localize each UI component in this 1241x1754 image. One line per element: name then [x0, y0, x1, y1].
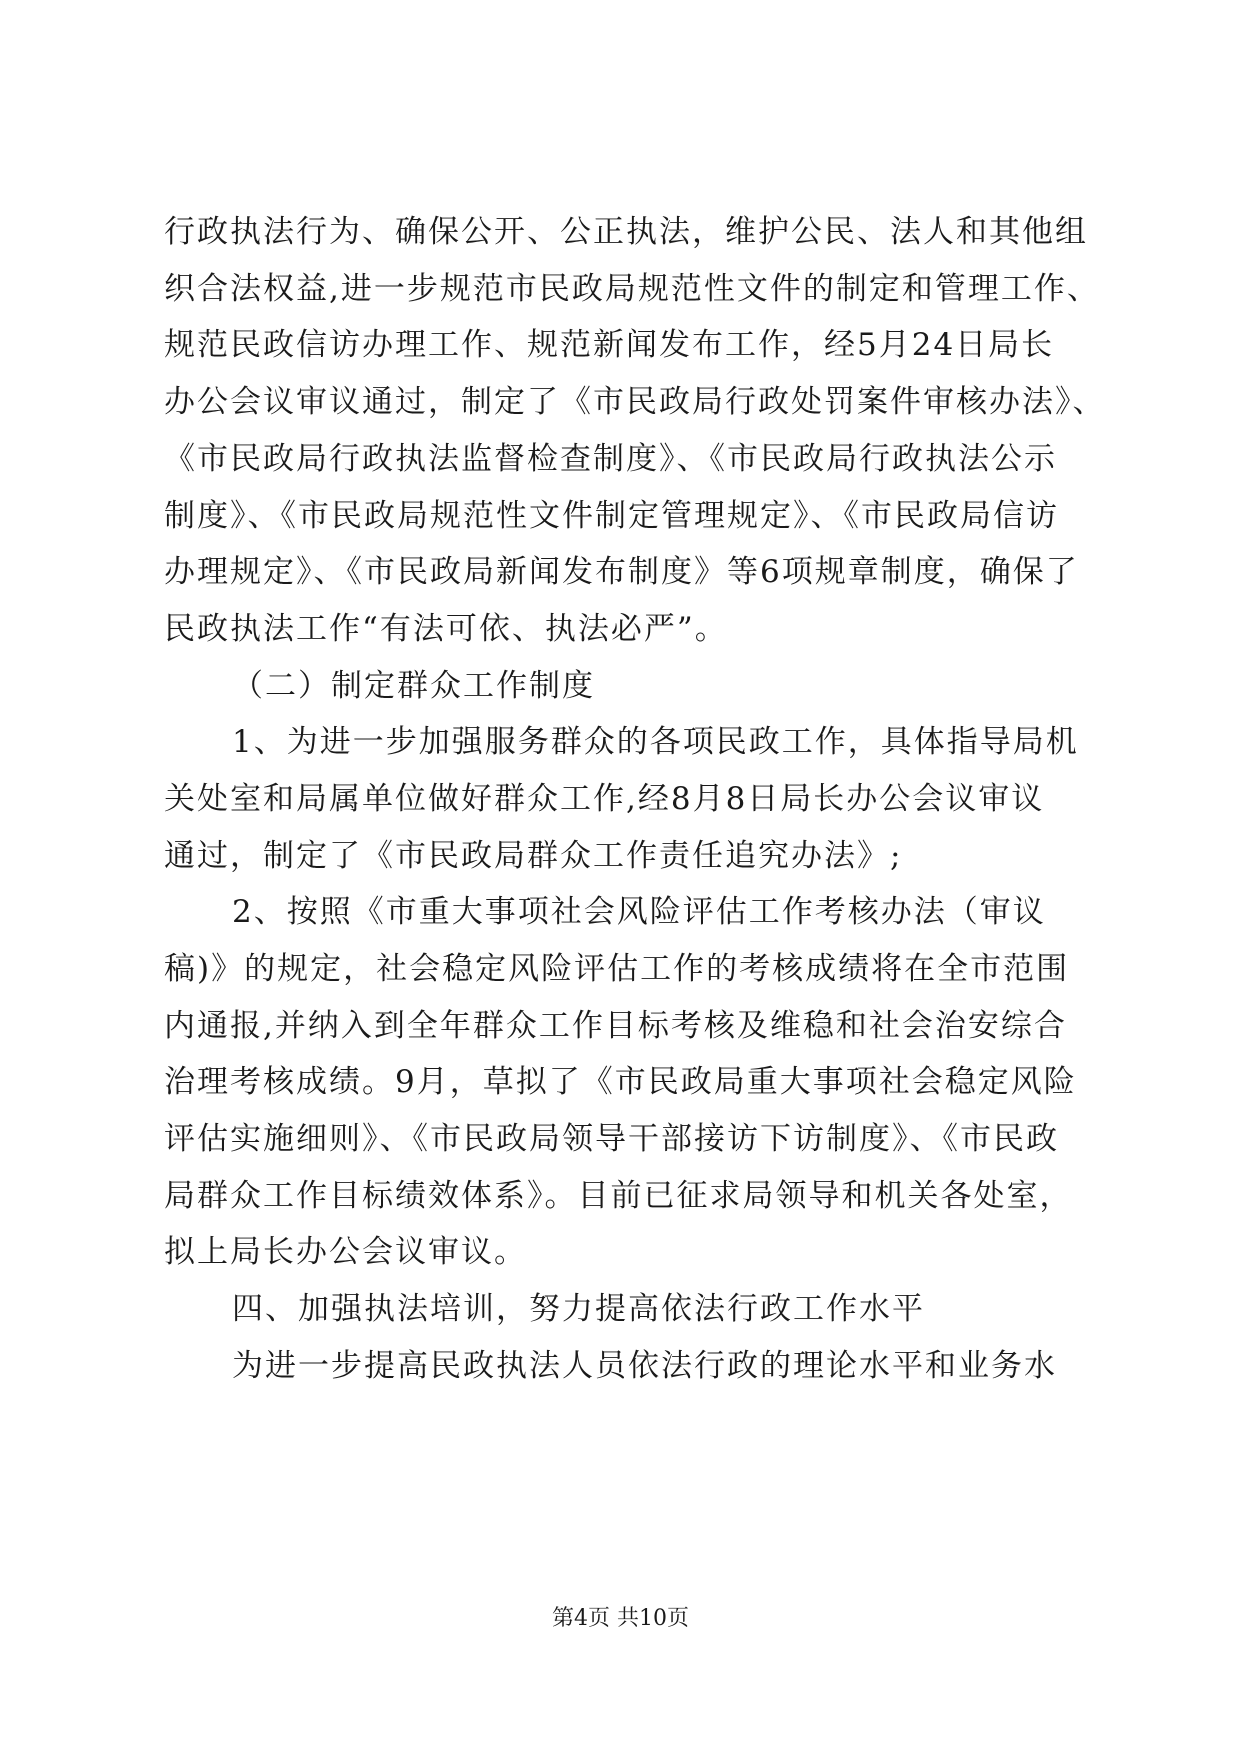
text-line: 局群众工作目标绩效体系》。目前已征求局领导和机关各处室，: [164, 1178, 1073, 1214]
text-line: 民政执法工作“有法可依、执法必严”。: [164, 611, 728, 647]
text-line: 办理规定》、《市民政局新闻发布制度》等6项规章制度，确保了: [164, 554, 1079, 590]
text-line: 评估实施细则》、《市民政局领导干部接访下访制度》、《市民政: [164, 1121, 1059, 1157]
text-line: 稿)》的规定，社会稳定风险评估工作的考核成绩将在全市范围: [164, 951, 1070, 987]
text-line: 织合法权益,进一步规范市民政局规范性文件的制定和管理工作、: [164, 271, 1100, 307]
text-line: 行政执法行为、确保公开、公正执法，维护公民、法人和其他组: [164, 214, 1088, 250]
text-line: 1、为进一步加强服务群众的各项民政工作，具体指导局机: [232, 724, 1079, 760]
text-line: 为进一步提高民政执法人员依法行政的理论水平和业务水: [232, 1348, 1057, 1384]
text-line: 关处室和局属单位做好群众工作,经8月8日局长办公会议审议: [164, 781, 1045, 817]
section-subheading: （二）制定群众工作制度: [232, 668, 595, 704]
text-line: 制度》、《市民政局规范性文件制定管理规定》、《市民政局信访: [164, 498, 1059, 534]
text-line: 规范民政信访办理工作、规范新闻发布工作，经5月24日局长: [164, 327, 1055, 363]
text-line: 2、按照《市重大事项社会风险评估工作考核办法（审议: [232, 894, 1046, 930]
text-line: 治理考核成绩。9月，草拟了《市民政局重大事项社会稳定风险: [164, 1064, 1077, 1100]
page-number-footer: 第4页 共10页: [552, 1606, 689, 1631]
text-line: 拟上局长办公会议审议。: [164, 1234, 527, 1270]
section-heading: 四、加强执法培训，努力提高依法行政工作水平: [232, 1291, 925, 1327]
text-line: 内通报,并纳入到全年群众工作目标考核及维稳和社会治安综合: [164, 1008, 1067, 1044]
text-line: 《市民政局行政执法监督检查制度》、《市民政局行政执法公示: [164, 441, 1057, 477]
text-line: 办公会议审议通过，制定了《市民政局行政处罚案件审核办法》、: [164, 384, 1106, 420]
text-line: 通过，制定了《市民政局群众工作责任追究办法》;: [164, 838, 903, 874]
